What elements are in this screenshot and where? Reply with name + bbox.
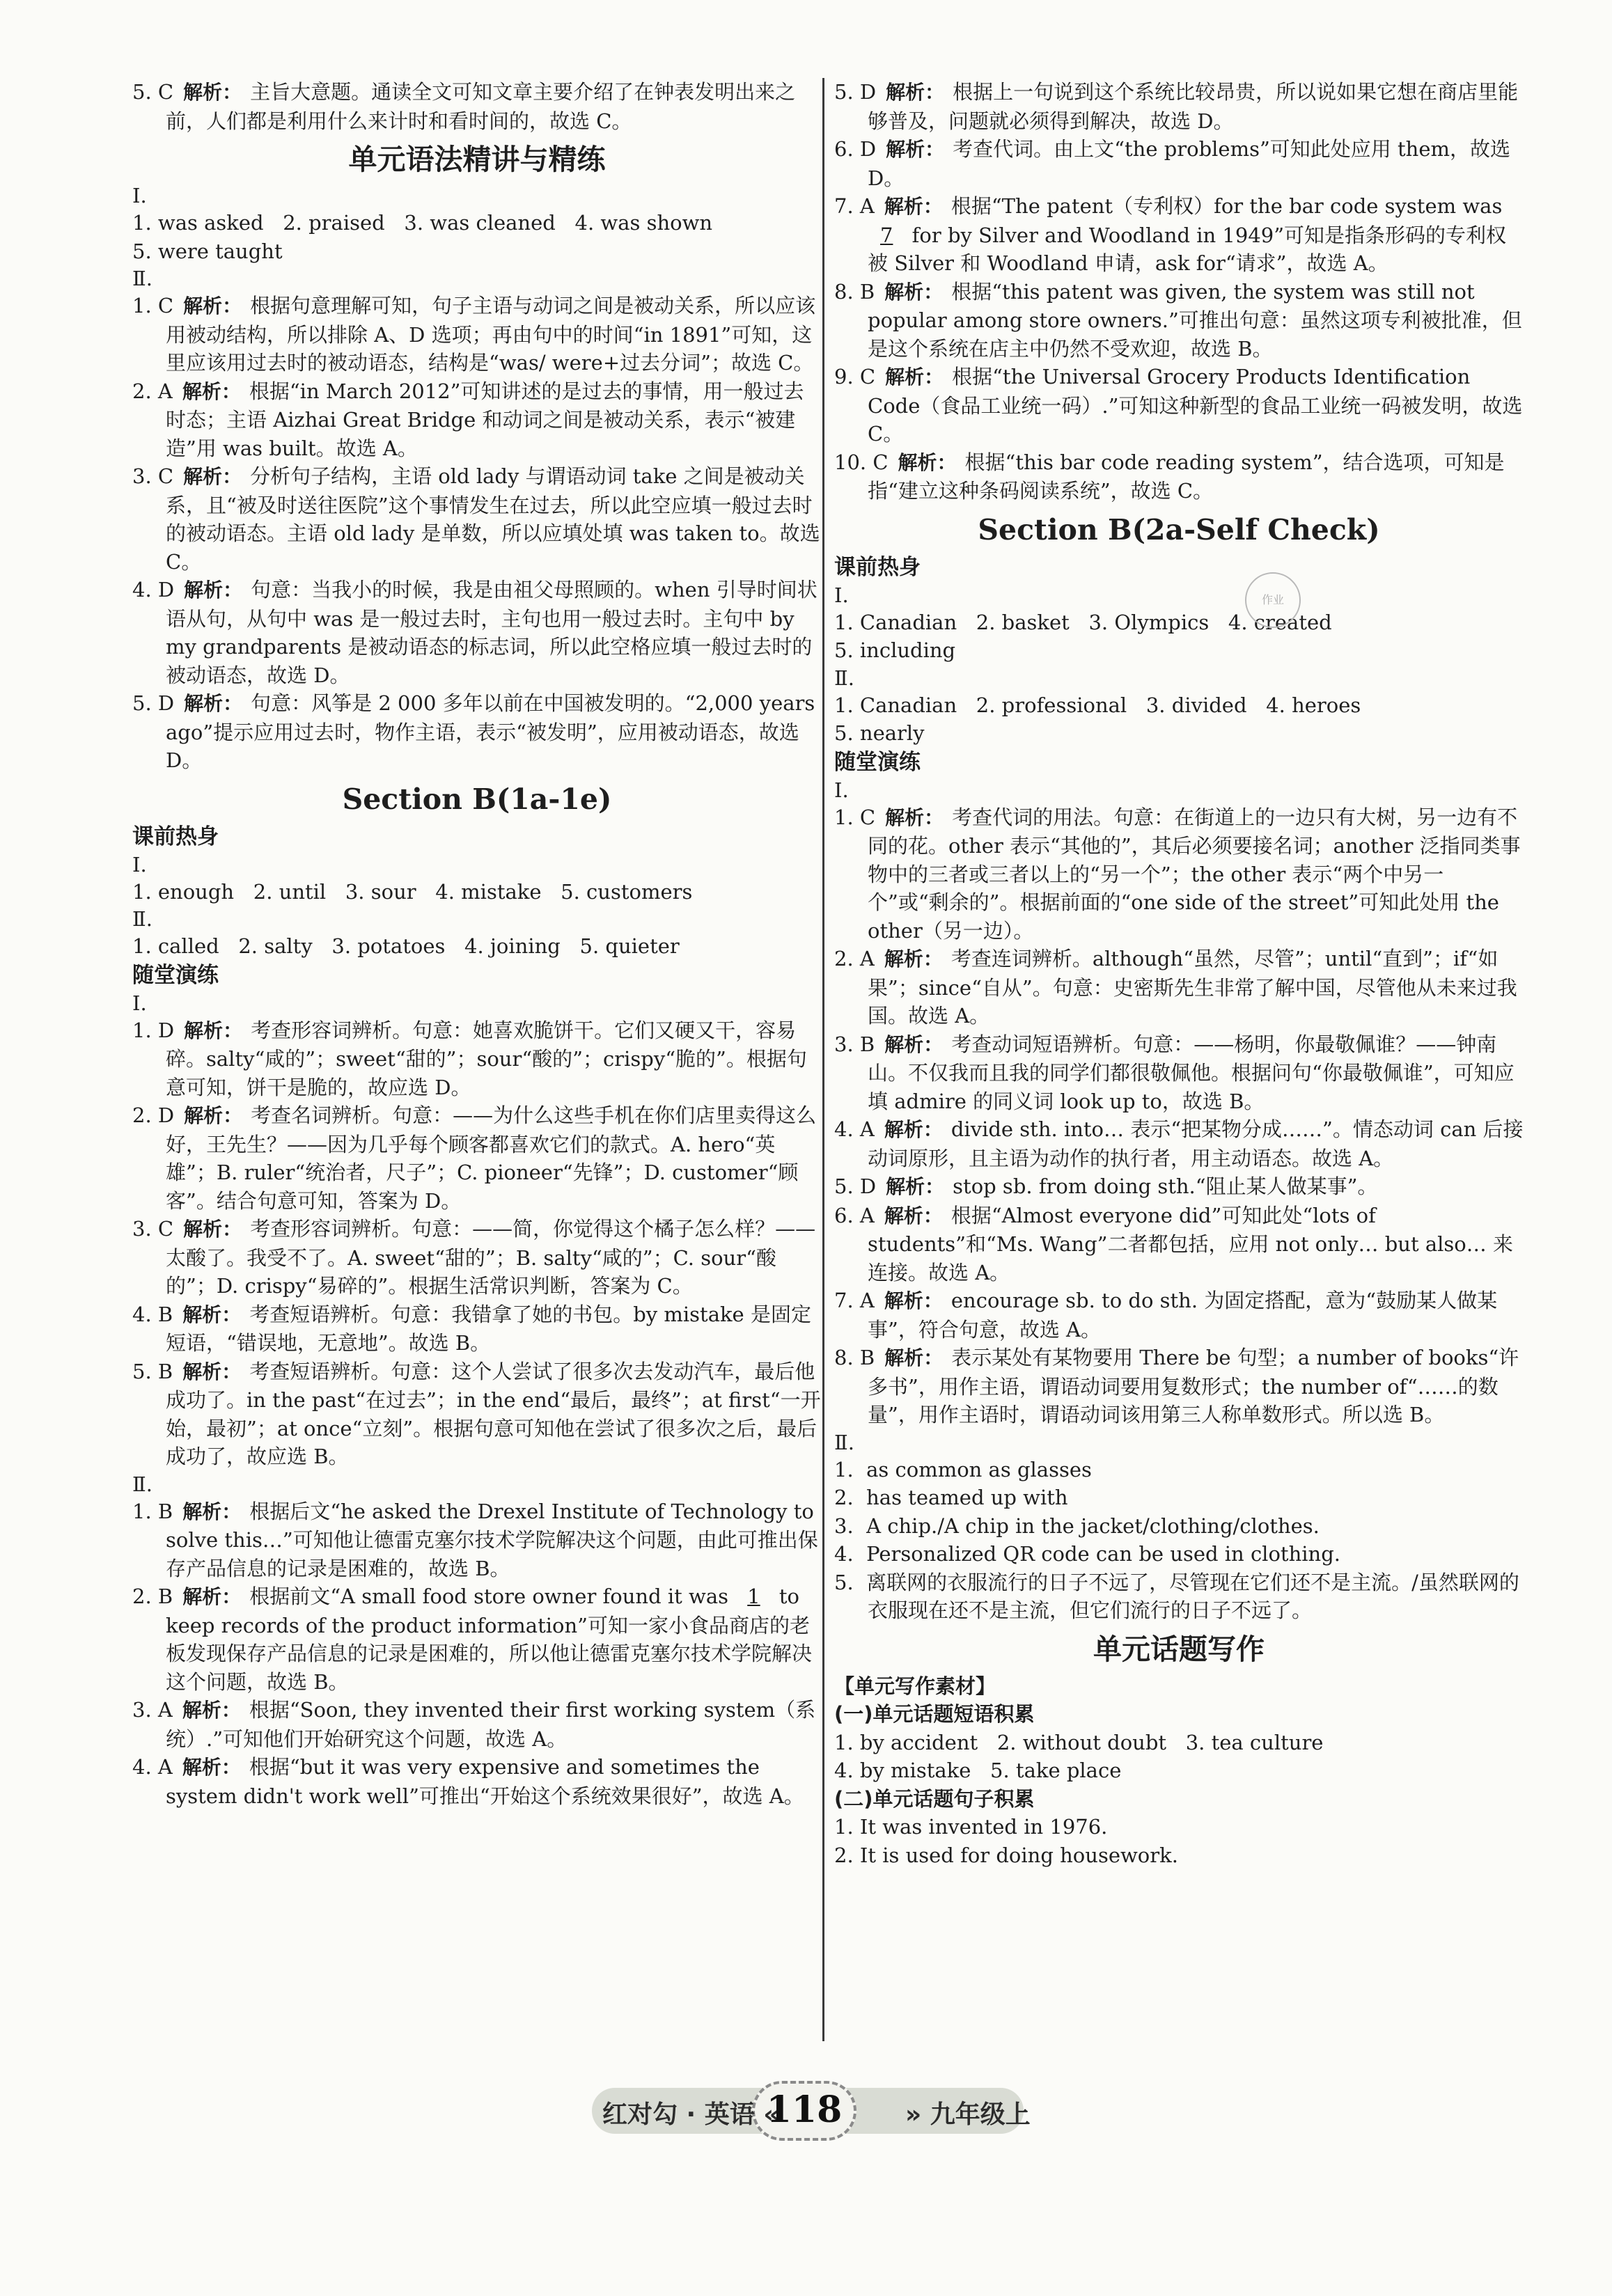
- answer-item: 5. D 解析： 根据上一句说到这个系统比较昂贵，所以说如果它想在商店里能够普及，问题就必须得到解决，故选 D。: [834, 80, 1519, 133]
- answer-item: 5. C 解析： 主旨大意题。通读全文可知文章主要介绍了在钟表发明出来之前，人们都是利用什么来计时和看时间的，故选 C。: [132, 80, 796, 133]
- writing-sentences-heading: (二)单元话题句子积累: [834, 1786, 1035, 1811]
- footer-book-title: 红对勾 · 英语 «: [602, 2100, 780, 2129]
- answer-line: 2. It is used for doing housework.: [834, 1843, 1178, 1867]
- subheading-prelesson: 课前热身: [132, 824, 219, 849]
- answer-line: 1. enough 2. until 3. sour 4. mistake 5. customers: [132, 879, 693, 904]
- answer-line: 5. including: [834, 638, 956, 662]
- answer-line: 1. Canadian 2. professional 3. divided 4. heroes: [834, 693, 1361, 717]
- homework-stamp: 作业: [1245, 572, 1301, 628]
- answer-item: 2. A 解析： 考查连词辨析。although“虽然，尽管”；until“直到”；if“如果”；since“自从”。句意：史密斯先生非常了解中国，尽管他从未来过我国。故选 A。: [834, 947, 1517, 1028]
- answer-line: 5. were taught: [132, 239, 283, 263]
- section-title-section-b2: Section B(2a-Self Check): [978, 512, 1380, 547]
- roman-numeral: Ⅰ.: [132, 184, 147, 207]
- answer-item: 4. Personalized QR code can be used in clothing.: [834, 1542, 1340, 1566]
- answer-line: 1. by accident 2. without doubt 3. tea culture: [834, 1730, 1324, 1754]
- answer-item: 8. B 解析： 表示某处有某物要用 There be 句型；a number of books“许多书”，用作主语，谓语动词要用复数形式；the number of“……的数量”，用作主语时，谓语动词该用第三人称单数形式。所以选 B。: [834, 1346, 1519, 1426]
- answer-item: 5. 离联网的衣服流行的日子不远了，尽管现在它们还不是主流。/虽然联网的衣服现在还不是主流，但它们流行的日子不远了。: [834, 1570, 1519, 1622]
- answer-item: 7. A 解析： encourage sb. to do sth. 为固定搭配，意为“鼓励某人做某事”，符合句意，故选 A。: [834, 1289, 1498, 1342]
- answer-item: 4. A 解析： 根据“but it was very expensive and sometimes the system didn't work well”可推出“开始这个系统效果很好”，故选 A。: [132, 1755, 804, 1808]
- answer-item: 3. A 解析： 根据“Soon, they invented their first working system（系统）.”可知他们开始研究这个问题，故选 A。: [132, 1698, 816, 1751]
- writing-materials-heading: 【单元写作素材】: [834, 1674, 996, 1698]
- footer-grade: » 九年级上: [905, 2100, 1031, 2129]
- answer-line: 1. It was invented in 1976.: [834, 1815, 1108, 1839]
- roman-numeral: Ⅱ.: [834, 666, 854, 690]
- roman-numeral: Ⅰ.: [132, 852, 147, 876]
- answer-item: 4. D 解析： 句意：当我小的时候，我是由祖父母照顾的。when 引导时间状语从句，从句中 was 是一般过去时，主句也用一般过去时。主句中 by my grandparents 是被动语态的标志词，所以此空格应填一般过去时的被动语态，故选 D。: [132, 578, 817, 687]
- answer-item: 2. has teamed up with: [834, 1486, 1068, 1509]
- roman-numeral: Ⅰ.: [834, 583, 849, 607]
- answer-blank: 1: [747, 1585, 760, 1608]
- subheading-in-class: 随堂演练: [834, 749, 921, 775]
- page-number: 118: [766, 2089, 843, 2131]
- answer-item: 4. A 解析： divide sth. into… 表示“把某物分成……”。情态动词 can 后接动词原形，且主语为动作的执行者，用主动语态。故选 A。: [834, 1117, 1524, 1170]
- answer-item: 8. B 解析： 根据“this patent was given, the system was still not popular among store owners.”可推出句意：虽然这项专利被批准，但是这个系统在店主中仍然不受欢迎，故选 B。: [834, 279, 1522, 361]
- answer-item: 3. C 解析： 分析句子结构，主语 old lady 与谓语动词 take 之间是被动关系，且“被及时送往医院”这个事情发生在过去，所以此空应填一般过去时的被动语态。主语 old lady 是单数，所以应填处填 was taken to。故选 C。: [132, 464, 820, 574]
- column-divider: [822, 78, 824, 2041]
- answer-item: 5. D 解析： stop sb. from doing sth.“阻止某人做某事”。: [834, 1174, 1378, 1198]
- section-title-section-b1: Section B(1a-1e): [342, 782, 612, 816]
- writing-phrases-heading: (一)单元话题短语积累: [834, 1702, 1035, 1726]
- answer-item: 5. D 解析： 句意：风筝是 2 000 多年以前在中国被发明的。“2,000 years ago”提示应用过去时，物作主语，表示“被发明”，应用被动语态，故选 D。: [132, 691, 815, 772]
- roman-numeral: Ⅱ.: [132, 267, 152, 290]
- answer-line: 1. was asked 2. praised 3. was cleaned 4. was shown: [132, 211, 713, 235]
- answer-line: 5. nearly: [834, 721, 925, 745]
- page-footer: [0, 2085, 1612, 2141]
- answer-item: 1. C 解析： 考查代词的用法。句意：在街道上的一边只有大树，另一边有不同的花。other 表示“其他的”，其后必须要接名词；another 泛指同类事物中的三者或三者以上的“另一个”；the other 表示“两个中另一个”或“剩余的”。根据前面的“one side of the street”可知此处用 the other（另一边）。: [834, 805, 1521, 943]
- roman-numeral: Ⅱ.: [834, 1430, 854, 1454]
- answer-item: 9. C 解析： 根据“the Universal Grocery Products Identification Code（食品工业统一码）.”可知这种新型的食品工业统一码被发明，故选 C。: [834, 365, 1523, 446]
- answer-line: 1. called 2. salty 3. potatoes 4. joining 5. quieter: [132, 934, 680, 958]
- answer-item: 1. C 解析： 根据句意理解可知，句子主语与动词之间是被动关系，所以应该用被动结构，所以排除 A、D 选项；再由句中的时间“in 1891”可知，这里应该用过去时的被动语态，结构是“was/ were+过去分词”；故选 C。: [132, 294, 816, 375]
- answer-item: 2. B 解析： 根据前文“A small food store owner found it was 1 to keep records of the product information”可知一家小食品商店的老板发现保存产品信息的记录是困难的，所以他让德雷克塞尔技术学院解决这个问题，故选 B。: [132, 1585, 813, 1694]
- subheading-prelesson: 课前热身: [834, 554, 921, 580]
- answer-line: 4. by mistake 5. take place: [834, 1759, 1122, 1782]
- answer-item: 1. D 解析： 考查形容词辨析。句意：她喜欢脆饼干。它们又硬又干，容易碎。salty“咸的”；sweet“甜的”；sour“酸的”；crispy“脆的”。根据句意可知，饼干是脆的，故应选 D。: [132, 1018, 807, 1099]
- answer-item: 3. B 解析： 考查动词短语辨析。句意：——杨明，你最敬佩谁？——钟南山。不仅我而且我的同学们都很敬佩他。根据问句“你最敬佩谁”，可知应填 admire 的同义词 look up to，故选 B。: [834, 1032, 1515, 1113]
- answer-item: 1. B 解析： 根据后文“he asked the Drexel Institute of Technology to solve this…”可知他让德雷克塞尔技术学院解决这个问题，由此可推出保存产品信息的记录是困难的，故选 B。: [132, 1499, 818, 1580]
- answer-item: 1. as common as glasses: [834, 1457, 1092, 1481]
- answer-item: 4. B 解析： 考查短语辨析。句意：我错拿了她的书包。by mistake 是固定短语，“错误地，无意地”。故选 B。: [132, 1302, 811, 1355]
- roman-numeral: Ⅱ.: [132, 1472, 152, 1496]
- answer-item: 6. D 解析： 考查代词。由上文“the problems”可知此处应用 them，故选 D。: [834, 137, 1510, 190]
- answer-item: 6. A 解析： 根据“Almost everyone did”可知此处“lots of students”和“Ms. Wang”二者都包括，应用 not only… but also… 来连接。故选 A。: [834, 1203, 1513, 1284]
- answer-item: 7. A 解析： 根据“The patent（专利权）for the bar code system was 7 for by Silver and Woodland in 1949”可知是指条形码的专利权被 Silver 和 Woodland 申请，ask for“请求”，故选 A。: [834, 194, 1507, 275]
- answer-item: 5. B 解析： 考查短语辨析。句意：这个人尝试了很多次去发动汽车，最后他成功了。in the past“在过去”；in the end“最后，最终”；at first“一开始，最初”；at once“立刻”。根据句意可知他在尝试了很多次之后，最后成功了，故应选 B。: [132, 1359, 821, 1468]
- roman-numeral: Ⅰ.: [834, 778, 849, 802]
- subheading-in-class: 随堂演练: [132, 962, 219, 988]
- roman-numeral: Ⅰ.: [132, 991, 147, 1015]
- answer-blank: 7: [880, 223, 893, 247]
- left-column: [132, 78, 822, 1810]
- answer-item: 3. C 解析： 考查形容词辨析。句意：——简，你觉得这个橘子怎么样？——太酸了。我受不了。A. sweet“甜的”；B. salty“咸的”；C. sour“酸的”；D. crispy“易碎的”。根据生活常识判断，答案为 C。: [132, 1217, 816, 1298]
- roman-numeral: Ⅱ.: [132, 907, 152, 931]
- answer-item: 2. D 解析： 考查名词辨析。句意：——为什么这些手机在你们店里卖得这么好，王先生？——因为几乎每个顾客都喜欢它们的款式。A. hero“英雄”；B. ruler“统治者，尺子”；C. pioneer“先锋”；D. customer“顾客”。结合句意可知，答案为 D。: [132, 1103, 817, 1213]
- answer-item: 10. C 解析： 根据“this bar code reading system”，结合选项，可知是指“建立这种条码阅读系统”，故选 C。: [834, 450, 1505, 503]
- right-column: [834, 78, 1524, 1869]
- section-title-grammar: 单元语法精讲与精练: [348, 143, 606, 176]
- answer-line: 1. Canadian 2. basket 3. Olympics 4. created: [834, 610, 1332, 634]
- answer-item: 3. A chip./A chip in the jacket/clothing/clothes.: [834, 1513, 1320, 1538]
- answer-item: 2. A 解析： 根据“in March 2012”可知讲述的是过去的事情，用一般过去时态；主语 Aizhai Great Bridge 和动词之间是被动关系，表示“被建造”用 was built。故选 A。: [132, 379, 804, 460]
- section-title-writing: 单元话题写作: [1093, 1632, 1265, 1666]
